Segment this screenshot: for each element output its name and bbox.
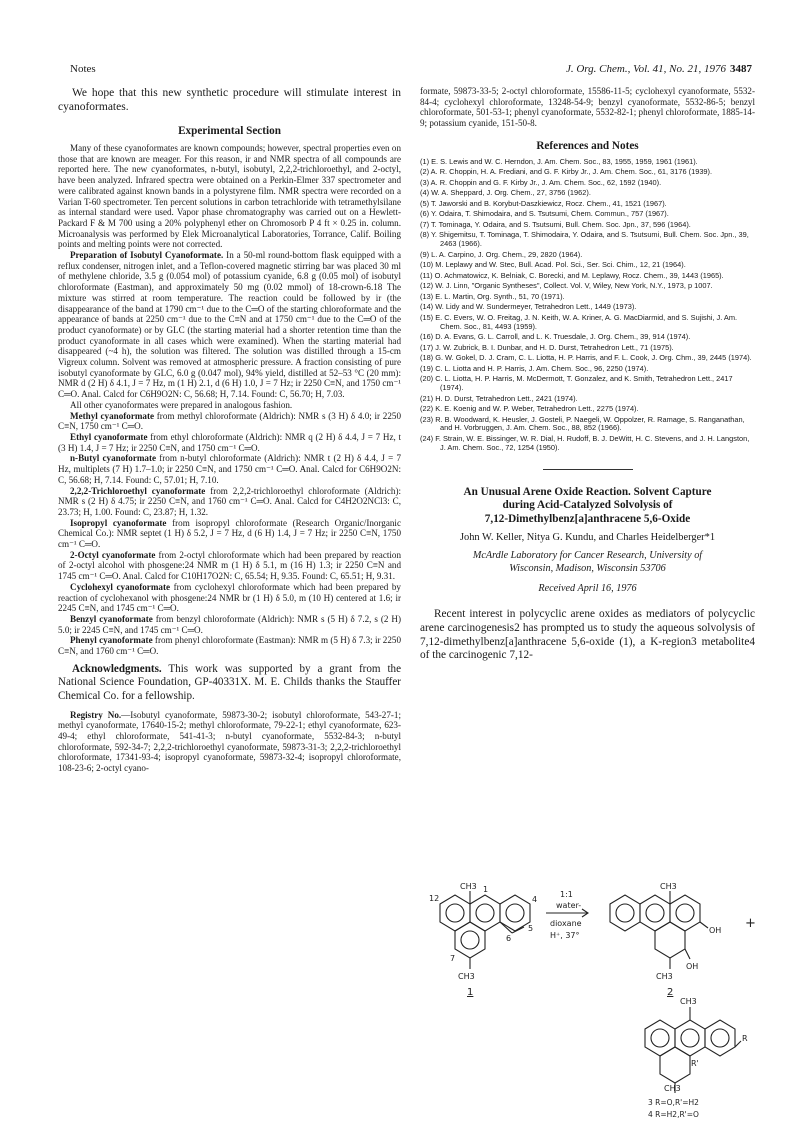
- ch3-label: CH3: [458, 972, 475, 981]
- compound-entry: [58, 411, 401, 432]
- oh-label: OH: [686, 962, 699, 971]
- compound-data: from benzyl chloroformate (Aldrich): NMR s (5 H) δ 7.2, s (2 H) 5.0; ir 2245 C≡N, and 1745 cm⁻¹ C═O.: [58, 613, 402, 635]
- compound-entry: [58, 582, 401, 614]
- reference-item: (14) W. Lidy and W. Sundermeyer, Tetrahedron Lett., 1449 (1973).: [420, 302, 637, 312]
- reference-item: (8) Y. Shigemitsu, T. Tominaga, T. Shimodaira, Y. Odaira, and S. Tsutsumi, Bull. Chem. Soc. Jpn., 39, 2463 (1966).: [420, 230, 749, 249]
- compound-entry: [58, 550, 401, 582]
- affiliation: [420, 550, 755, 575]
- compound-label-3: 3 R=O,R'=H2: [648, 1098, 699, 1107]
- compound-data: from isopropyl chloroformate (Research Organic/Inorganic Chemical Co.): NMR septet (1 H) δ 5.2, J = 7 Hz, d (6 H) 1.4, J = 7 Hz; ir 2250 C≡N, 1750 cm⁻¹ C═O.: [58, 517, 401, 550]
- registry-heading: Registry No.: [70, 709, 122, 720]
- ch3-label: CH3: [660, 883, 677, 891]
- article-title-line: An Unusual Arene Oxide Reaction. Solvent Capture: [463, 485, 712, 498]
- acknowledgments-text: This work was supported by a grant from the National Science Foundation, GP-40331X. M. E. Childs thanks the Stauffer Chemical Co. for a fellowship.: [58, 662, 401, 702]
- acknowledgments-paragraph: [58, 663, 401, 704]
- received-date: Received April 16, 1976: [538, 583, 637, 595]
- running-header-left: Notes: [70, 63, 96, 75]
- section-divider: [543, 469, 633, 470]
- compound-name: Methyl cyanoformate: [70, 410, 155, 421]
- affiliation-line: Wisconsin, Madison, Wisconsin 53706: [509, 562, 666, 574]
- reference-item: (7) T. Tominaga, Y. Odaira, and S. Tsutsumi, Bull. Chem. Soc. Jpn., 37, 596 (1964).: [420, 219, 691, 229]
- reference-item: (6) Y. Odaira, T. Shimodaira, and S. Tsutsumi, Chem. Commun., 757 (1967).: [420, 209, 669, 219]
- article-title-line: 7,12-Dimethylbenz[a]anthracene 5,6-Oxide: [484, 512, 691, 525]
- compound-data: from cyclohexyl chloroformate which had been prepared by reaction of cyclohexanol with phosgene:24 NMR br (1 H) δ 5.0, m (10 H) centered at 1.6; ir 2245 C≡N, and 1745 cm⁻¹ C═O.: [58, 581, 401, 614]
- substituent-r-prime: R': [691, 1059, 699, 1068]
- references-heading: References and Notes: [536, 139, 639, 152]
- left-column: [58, 86, 401, 774]
- compound-2-structure: [610, 891, 708, 969]
- ch3-label: CH3: [680, 997, 697, 1006]
- compound-data: from 2-octyl chloroformate which had been prepared by reaction of 2-octyl alcohol with phosgene:24 NMR m (1 H) δ 5.1, m (16 H) 1.3; ir 2250 C≡N and 1745 cm⁻¹ C═O. Anal. Calcd for C10H17O2N: C, 65.54; H, 9.35. Found: C, 65.51; H, 9.31.: [58, 549, 402, 582]
- compound-name: 2-Octyl cyanoformate: [70, 549, 156, 560]
- reference-item: (19) C. L. Liotta and H. P. Harris, J. Am. Chem. Soc., 96, 2250 (1974).: [420, 363, 649, 373]
- compound-3-4-structure: [645, 1007, 741, 1093]
- authors: John W. Keller, Nitya G. Kundu, and Charles Heidelberger*1: [459, 532, 716, 544]
- ch3-label: CH3: [460, 883, 477, 891]
- position-number: 1: [483, 885, 489, 894]
- reference-item: (17) J. W. Zubrick, B. I. Dunbar, and H. D. Durst, Tetrahedron Lett., 71 (1975).: [420, 342, 674, 352]
- preparation-text: In a 50-ml round-bottom flask equipped with a reflux condenser, nitrogen inlet, and a Teflon-covered magnetic stirring bar was placed 30 ml of methylene chloride, 3.5 g (0.054 mol) of potassium cyanide, 6.8 g (0.05 mol) of isobutyl chloroformate (Eastman), and approximately 50 mg (0.02 mmol) of 18-crown-6.18 The mixture was stirred at room temperature. The reaction could be followed by ir (the disappearance of the band at 1790 cm⁻¹ due to the C═O of the starting chloroformate and the appearance of bands at 2250 cm⁻¹ due to the C≡N and at 1750 cm⁻¹ due to the C═O of the product cyanoformate) or by GLC (the starting material had a shorter retention time than the product cyanoformate in all cases which were examined). When the starting material had disappeared (~4 h), the solution was filtered. The solution was distilled through a 15-cm Vigreux column. Solvent was removed at atmospheric pressure. A fraction consisting of pure isobutyl cyanoformate by GLC, 6.0 g (0.047 mol), 94% yield, distilled at 52–53 °C (20 mm): NMR d (2 H) δ 4.1, J = 7 Hz, m (1 H) 2.1, d (6 H) 1.0, J = 7 Hz; ir 2250 C≡N, and 1750 cm⁻¹ C═O. Anal. Calcd for C6H9O2N: C, 56.68; H, 7.14. Found: C, 56.70; H, 7.03.: [58, 250, 402, 400]
- intro-paragraph: We hope that this new synthetic procedure will stimulate interest in cyanoformates.: [58, 87, 401, 113]
- reference-item: (16) D. A. Evans, G. L. Carroll, and L. K. Truesdale, J. Org. Chem., 39, 914 (1974).: [420, 332, 691, 342]
- position-number: 6: [506, 934, 512, 943]
- compound-data: from ethyl chloroformate (Aldrich): NMR q (2 H) δ 4.4, J = 7 Hz, t (3 H) 1.4, J = 7 Hz; ir 2250 C≡N, and 1750 cm⁻¹ C═O.: [58, 431, 402, 453]
- reference-item: (24) F. Strain, W. E. Bissinger, W. R. Dial, H. Rudoff, B. J. DeWitt, H. C. Stevens, and J. H. Langston, J. Am. Chem. Soc., 72, 1254 (1950).: [420, 433, 750, 452]
- condition-dioxane: dioxane: [550, 919, 582, 928]
- reference-item: (1) E. S. Lewis and W. C. Herndon, J. Am. Chem. Soc., 83, 1955, 1959, 1961 (1961).: [420, 156, 698, 166]
- compound-name: n-Butyl cyanoformate: [70, 453, 157, 464]
- acknowledgments-heading: Acknowledgments.: [72, 662, 162, 675]
- article-body: Recent interest in polycyclic arene oxides as mediators of polycyclic arene carcinogenesis2 has prompted us to study the aqueous solvolysis of 7,12-dimethylbenz[a]anthracene 5,6-oxide (1), a K-region3 metabolite4 of the carcinogenic 7,12-: [420, 608, 755, 662]
- compound-entry: [58, 453, 401, 485]
- compound-name: Benzyl cyanoformate: [70, 613, 153, 624]
- scheme-drawing: [420, 883, 760, 1123]
- reference-item: (2) A. R. Choppin, H. A. Frediani, and G. F. Kirby Jr., J. Am. Chem. Soc., 61, 3176 (1939).: [420, 167, 713, 177]
- reference-item: (18) G. W. Gokel, D. J. Cram, C. L. Liotta, H. P. Harris, and F. L. Cook, J. Org. Chm., 39, 2445 (1974).: [420, 353, 752, 363]
- reference-item: (15) E. C. Evers, W. O. Freitag, J. N. Keith, W. A. Kriner, A. G. MacDiarmid, and S. Sujishi, J. Am. Chem. Soc., 81, 4493 (1959).: [420, 312, 738, 331]
- cyanoformate-entries: [58, 411, 401, 657]
- position-number: 5: [528, 924, 534, 933]
- position-number: 12: [429, 894, 440, 903]
- compound-label-2: 2: [667, 987, 674, 998]
- experimental-paragraph: Many of these cyanoformates are known compounds; however, spectral properties even on those that are known are meager. For this reason, ir and NMR spectra of all compounds are reported here. The new cyanoformates, n-butyl, isobutyl, 2,2,2-trichloroethyl, and 2-octyl, have been analyzed. Infrared spectra were obtained on a Perkin-Elmer 337 spectrometer and were calibrated against known bands in a polystyrene film. NMR spectra were recorded on a Varian T-60 spectrometer. Ten percent solutions in carbon tetrachloride with tetramethylsilane as internal standard were used. Vapor phase chromatography was carried out on a Hewlett-Packard F & M 700 using a 20% polyphenyl ether on Chromosorb P 4 ft × 0.25 in. column. Microanalysis was performed by Elek Microanalytical Laboratories, Torrance, Calif. Boiling points and melting points were not corrected.: [58, 143, 401, 250]
- preparation-paragraph: [58, 250, 401, 400]
- compound-name: Isopropyl cyanoformate: [70, 517, 167, 528]
- condition-temperature: H⁺, 37°: [550, 931, 580, 940]
- compound-label-1: 1: [467, 987, 474, 998]
- page-number: 3487: [730, 63, 752, 75]
- analogous-paragraph: All other cyanoformates were prepared in analogous fashion.: [70, 399, 293, 410]
- compound-label-4: 4 R=H2,R'=O: [648, 1110, 699, 1119]
- affiliation-line: McArdle Laboratory for Cancer Research, University of: [472, 550, 703, 562]
- registry-paragraph: [58, 710, 401, 774]
- reference-item: (5) T. Jaworski and B. Korybut-Daszkiewicz, Rocz. Chem., 41, 1521 (1967).: [420, 198, 667, 208]
- compound-name: Cyclohexyl cyanoformate: [70, 581, 171, 592]
- position-number: 4: [532, 895, 538, 904]
- reference-item: (20) C. L. Liotta, H. P. Harris, M. McDermott, T. Gonzalez, and K. Smith, Tetrahedron Lett., 2417 (1974).: [420, 374, 733, 393]
- registry-continuation: formate, 59873-33-5; 2-octyl chloroformate, 15586-11-5; cyclohexyl cyanoformate, 5532-84-4; cyclohexyl chloroformate, 13248-54-9; benzyl cyanoformate, 5532-86-5; benzyl chloroformate, 501-53-1; phenyl cyanoformate, 5532-82-1; phenyl chloroformate, 1885-14-9; potassium cyanide, 151-50-8.: [420, 86, 755, 129]
- reference-item: (11) O. Achmatowicz, K. Belniak, C. Borecki, and M. Leplawy, Rocz. Chem., 39, 1443 (1965).: [420, 270, 724, 280]
- compound-entry: [58, 614, 401, 635]
- journal-citation: J. Org. Chem., Vol. 41, No. 21, 1976: [565, 63, 726, 75]
- compound-data: from phenyl chloroformate (Eastman): NMR m (5 H) δ 7.3; ir 2250 C≡N, and 1760 cm⁻¹ C═O.: [58, 635, 401, 657]
- reference-item: (23) R. B. Woodward, K. Heusler, J. Gosteli, P. Naegeli, W. Oppolzer, R. Ramage, S. Ranganathan, and H. Vorbruggen, J. Am. Chem. Soc., 88, 852 (1966).: [420, 414, 745, 433]
- compound-name: 2,2,2-Trichloroethyl cyanoformate: [70, 485, 206, 496]
- compound-data: from n-butyl chloroformate (Aldrich): NMR t (2 H) δ 4.4, J = 7 Hz, multiplets (7 H) 1.7–1.0; ir 2250 C≡N, and 1750 cm⁻¹ C═O. Anal. Calcd for C6H9O2N: C, 56.68; H, 7.14. Found: C, 57.01; H, 7.10.: [58, 453, 401, 485]
- running-header-right: [566, 63, 752, 75]
- position-number: 7: [450, 954, 456, 963]
- registry-text: —Isobutyl cyanoformate, 59873-30-2; isobutyl chloroformate, 543-27-1; methyl cyanoformate, 17640-15-2; methyl chloroformate, 79-22-1; ethyl cyanoformate, 623-49-4; ethyl chloroformate, 541-41-3; n-butyl cyanoformate, 5532-84-3; n-butyl chloroformate, 592-34-7; 2,2,2-trichloroethyl cyanoformate, 59873-31-3; 2,2,2-trichloroethyl chloroformate, 17341-93-4; isopropyl cyanoformate, 59873-32-4; isopropyl chloroformate, 108-23-6; 2-octyl cyano-: [58, 709, 401, 774]
- references-list: [420, 158, 755, 453]
- compound-data: from 2,2,2-trichloroethyl chloroformate (Aldrich): NMR s (2 H) δ 4.75; ir 2250 C≡N, and 1760 cm⁻¹ C═O. Anal. Calcd for C4H2O2NCl3: C, 23.73; H, 1.00. Found: C, 23.87; H, 1.32.: [58, 485, 401, 517]
- compound-entry: [58, 518, 401, 550]
- condition-ratio: 1:1: [560, 890, 573, 899]
- compound-name: Ethyl cyanoformate: [70, 431, 148, 442]
- compound-data: from methyl chloroformate (Aldrich): NMR s (3 H) δ 4.0; ir 2250 C≡N, 1750 cm⁻¹ C═O.: [58, 410, 401, 432]
- ch3-label: CH3: [664, 1084, 681, 1093]
- condition-water: water-: [556, 901, 582, 910]
- reaction-scheme: [420, 883, 760, 1123]
- reference-item: (4) W. A. Sheppard, J. Org. Chem., 27, 3756 (1962).: [420, 188, 591, 198]
- article-title-line: during Acid-Catalyzed Solvolysis of: [502, 499, 673, 512]
- reference-item: (21) H. D. Durst, Tetrahedron Lett., 2421 (1974).: [420, 393, 578, 403]
- reference-item: (9) L. A. Carpino, J. Org. Chem., 29, 2820 (1964).: [420, 249, 583, 259]
- plus-sign: +: [745, 916, 756, 931]
- reference-item: (13) E. L. Martin, Org. Synth., 51, 70 (1971).: [420, 291, 565, 301]
- compound-entry: [58, 486, 401, 518]
- compound-name: Phenyl cyanoformate: [70, 635, 153, 646]
- reference-item: (12) W. J. Linn, "Organic Syntheses", Collect. Vol. V, Wiley, New York, N.Y., 1973, p 1007.: [420, 281, 713, 291]
- reference-item: (22) K. E. Koenig and W. P. Weber, Tetrahedron Lett., 2275 (1974).: [420, 404, 639, 414]
- oh-label: OH: [709, 926, 722, 935]
- compound-entry: [58, 432, 401, 453]
- ch3-label: CH3: [656, 972, 673, 981]
- article-title: [420, 486, 755, 527]
- reference-item: (3) A. R. Choppin and G. F. Kirby Jr., J. Am. Chem. Soc., 62, 1592 (1940).: [420, 177, 662, 187]
- experimental-heading: Experimental Section: [178, 125, 281, 137]
- substituent-r: R: [742, 1034, 748, 1043]
- right-column: [420, 86, 755, 663]
- reference-item: (10) M. Leplawy and W. Stec, Bull. Acad. Pol. Sci., Ser. Sci. Chim., 12, 21 (1964).: [420, 260, 686, 270]
- compound-entry: [58, 635, 401, 656]
- preparation-heading: Preparation of Isobutyl Cyanoformate.: [70, 250, 224, 261]
